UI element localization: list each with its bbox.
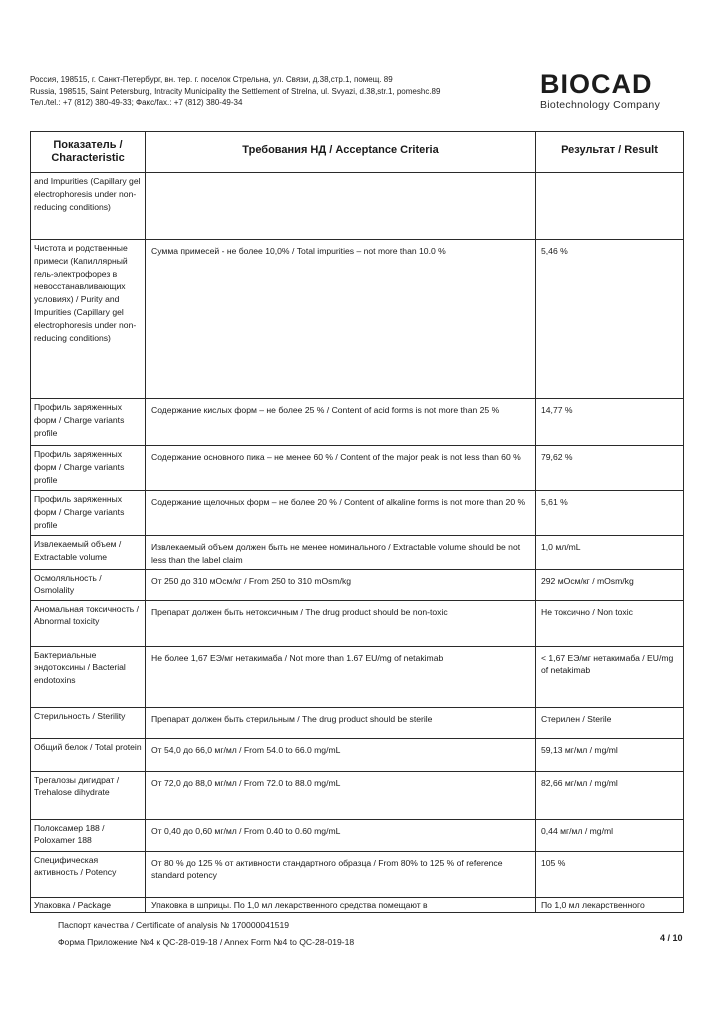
header-result: Результат / Result (536, 132, 684, 173)
table-row (31, 738, 684, 771)
cell-criteria: Сумма примесей - не более 10,0% / Total impurities – not more than 10.0 % (146, 240, 536, 399)
cell-characteristic: Чистота и родственные примеси (Капиллярный гель-электрофорез в невосстанавливающих условиях) / Purity and Impurities (Capillary gel electrophoresis under non-reducing conditions) (31, 240, 146, 399)
table-row (31, 569, 684, 600)
cell-characteristic: Бактериальные эндотоксины / Bacterial endotoxins (31, 646, 146, 707)
cell-criteria: Содержание основного пика – не менее 60 % / Content of the major peak is not less than 60 % (146, 446, 536, 491)
cell-result (536, 173, 684, 240)
cell-characteristic: Аномальная токсичность / Abnormal toxicity (31, 600, 146, 646)
table-row (31, 819, 684, 851)
table-row (31, 851, 684, 897)
phone-fax: Тел./tel.: +7 (812) 380-49-33; Факс/fax.: +7 (812) 380-49-34 (30, 98, 243, 107)
cell-criteria: Не более 1,67 ЕЭ/мг нетакимаба / Not more than 1.67 EU/mg of netakimab (146, 646, 536, 707)
table-row (31, 536, 684, 570)
certificate-table (30, 131, 684, 913)
cell-result: Не токсично / Non toxic (536, 600, 684, 646)
cell-result: Стерилен / Sterile (536, 707, 684, 738)
cell-criteria: Содержание щелочных форм – не более 20 % / Content of alkaline forms is not more than 20 % (146, 491, 536, 536)
cell-result: 79,62 % (536, 446, 684, 491)
table-row (31, 399, 684, 446)
cell-criteria: Содержание кислых форм – не более 25 % / Content of acid forms is not more than 25 % (146, 399, 536, 446)
cell-characteristic: Стерильность / Sterility (31, 707, 146, 738)
table-row (31, 600, 684, 646)
table-header-row (31, 132, 684, 173)
cell-characteristic: Профиль заряженных форм / Charge variants profile (31, 491, 146, 536)
cell-criteria: От 80 % до 125 % от активности стандартного образца / From 80% to 125 % of reference standard potency (146, 851, 536, 897)
cell-characteristic: Трегалозы дигидрат / Trehalose dihydrate (31, 771, 146, 819)
cell-characteristic: Осмоляльность / Osmolality (31, 569, 146, 600)
cell-characteristic: and Impurities (Capillary gel electrophoresis under non-reducing conditions) (31, 173, 146, 240)
cell-result: 5,61 % (536, 491, 684, 536)
cell-criteria: От 54,0 до 66,0 мг/мл / From 54.0 to 66.0 mg/mL (146, 738, 536, 771)
header-acceptance-criteria: Требования НД / Acceptance Criteria (146, 132, 536, 173)
cell-result: 59,13 мг/мл / mg/ml (536, 738, 684, 771)
cell-criteria: Препарат должен быть нетоксичным / The drug product should be non-toxic (146, 600, 536, 646)
logo-subtitle: Biotechnology Company (540, 99, 661, 111)
table-row (31, 491, 684, 536)
table-row (31, 707, 684, 738)
cell-criteria: Упаковка в шприцы. По 1,0 мл лекарственного средства помещают в (146, 897, 536, 912)
table-row (31, 240, 684, 399)
cell-criteria: От 72,0 до 88,0 мг/мл / From 72.0 to 88.0 mg/mL (146, 771, 536, 819)
table-row (31, 897, 684, 912)
company-address (30, 74, 440, 109)
cell-characteristic: Профиль заряженных форм / Charge variants profile (31, 399, 146, 446)
cell-result: По 1,0 мл лекарственного (536, 897, 684, 912)
cell-result: 5,46 % (536, 240, 684, 399)
address-ru: Россия, 198515, г. Санкт-Петербург, вн. тер. г. поселок Стрельна, ул. Связи, д.38,стр.1, помещ. 89 (30, 75, 393, 84)
cell-result: 292 мОсм/кг / mOsm/kg (536, 569, 684, 600)
cell-result: 105 % (536, 851, 684, 897)
address-en: Russia, 198515, Saint Petersburg, Intracity Municipality the Settlement of Strelna, ul. Svyazi, d.38,str.1, pomeshc.89 (30, 86, 441, 96)
cell-result: 14,77 % (536, 399, 684, 446)
cell-criteria: Извлекаемый объем должен быть не менее номинального / Extractable volume should be not less than the label claim (146, 536, 536, 570)
logo-wordmark: BIOCAD (540, 69, 653, 99)
cell-criteria (146, 173, 536, 240)
cell-characteristic: Извлекаемый объем / Extractable volume (31, 536, 146, 570)
cell-characteristic: Упаковка / Package (31, 897, 146, 912)
company-logo (540, 70, 675, 111)
table-row (31, 646, 684, 707)
footer-certificate: Паспорт качества / Certificate of analysis № 170000041519 (58, 920, 290, 930)
header-characteristic: Показатель / Characteristic (31, 132, 146, 173)
cell-result: 0,44 мг/мл / mg/ml (536, 819, 684, 851)
cell-criteria: От 250 до 310 мОсм/кг / From 250 to 310 mOsm/kg (146, 569, 536, 600)
cell-criteria: Препарат должен быть стерильным / The drug product should be sterile (146, 707, 536, 738)
cell-characteristic: Полоксамер 188 / Poloxamer 188 (31, 819, 146, 851)
page-number: 4 / 10 (660, 933, 683, 943)
footer-form: Форма Приложение №4 к QC-28-019-18 / Annex Form №4 to QC-28-019-18 (58, 937, 355, 947)
cell-criteria: От 0,40 до 0,60 мг/мл / From 0.40 to 0.60 mg/mL (146, 819, 536, 851)
cell-result: < 1,67 ЕЭ/мг нетакимаба / EU/mg of netakimab (536, 646, 684, 707)
table-row (31, 173, 684, 240)
cell-result: 1,0 мл/mL (536, 536, 684, 570)
cell-characteristic: Общий белок / Total protein (31, 738, 146, 771)
cell-result: 82,66 мг/мл / mg/ml (536, 771, 684, 819)
cell-characteristic: Профиль заряженных форм / Charge variants profile (31, 446, 146, 491)
cell-characteristic: Специфическая активность / Potency (31, 851, 146, 897)
table-row (31, 446, 684, 491)
table-row (31, 771, 684, 819)
